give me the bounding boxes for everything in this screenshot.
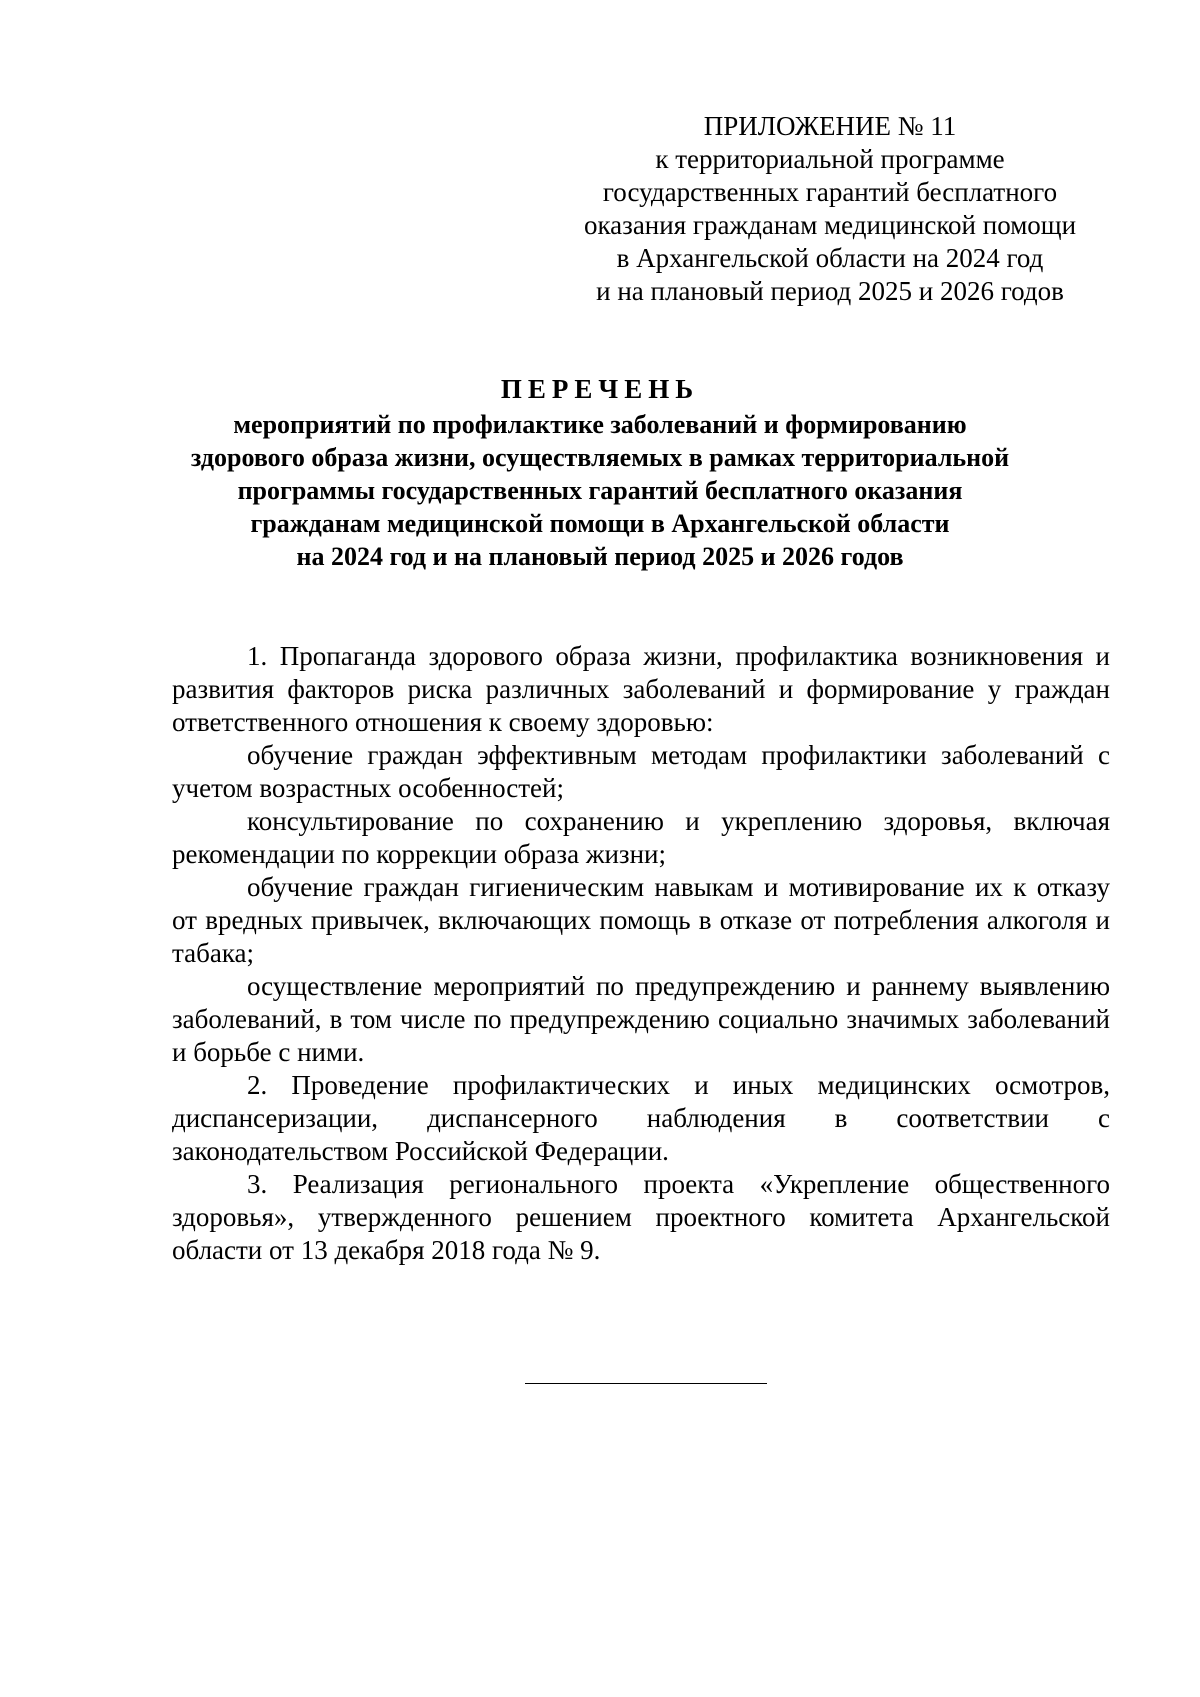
appendix-line: к территориальной программе	[655, 144, 1005, 174]
subtitle-line: мероприятий по профилактике заболеваний и формированию	[233, 410, 967, 439]
subtitle-line: на 2024 год и на плановый период 2025 и 2026 годов	[296, 542, 904, 571]
appendix-title: ПРИЛОЖЕНИЕ № 11	[703, 111, 957, 141]
body-paragraph: 1. Пропаганда здорового образа жизни, профилактика возникновения и развития факторов риска различных заболеваний и формирование у граждан ответственного отношения к своему здоровью:	[172, 641, 1110, 737]
end-separator-line	[525, 1383, 767, 1384]
appendix-line: оказания гражданам медицинской помощи	[583, 210, 1077, 240]
body-paragraph: обучение граждан эффективным методам профилактики заболеваний с учетом возрастных особенностей;	[172, 740, 1110, 803]
subtitle-line: гражданам медицинской помощи в Архангельской области	[250, 509, 950, 538]
document-heading: ПЕРЕЧЕНЬ	[500, 374, 700, 404]
document-title	[150, 373, 1050, 573]
subtitle-line: программы государственных гарантий бесплатного оказания	[237, 476, 963, 505]
body-paragraph: 2. Проведение профилактических и иных медицинских осмотров, диспансеризации, диспансерного наблюдения в соответствии с законодательством Российской Федерации.	[172, 1070, 1110, 1166]
body-paragraph: 3. Реализация регионального проекта «Укрепление общественного здоровья», утвержденного решением проектного комитета Архангельской области от 13 декабря 2018 года № 9.	[172, 1169, 1110, 1265]
appendix-header	[560, 110, 1100, 308]
document-subtitle	[150, 408, 1050, 573]
subtitle-line: здорового образа жизни, осуществляемых в рамках территориальной	[190, 443, 1010, 472]
appendix-line: и на плановый период 2025 и 2026 годов	[596, 276, 1064, 306]
body-paragraph: осуществление мероприятий по предупреждению и раннему выявлению заболеваний, в том числе по предупреждению социально значимых заболеваний и борьбе с ними.	[172, 971, 1110, 1067]
appendix-line: в Архангельской области на 2024 год	[616, 243, 1044, 273]
body-paragraph: обучение граждан гигиеническим навыкам и мотивирование их к отказу от вредных привычек, включающих помощь в отказе от потребления алкоголя и табака;	[172, 872, 1110, 968]
body-paragraph: консультирование по сохранению и укреплению здоровья, включая рекомендации по коррекции образа жизни;	[172, 806, 1110, 869]
document-body	[172, 640, 1110, 1267]
appendix-line: государственных гарантий бесплатного	[602, 177, 1058, 207]
